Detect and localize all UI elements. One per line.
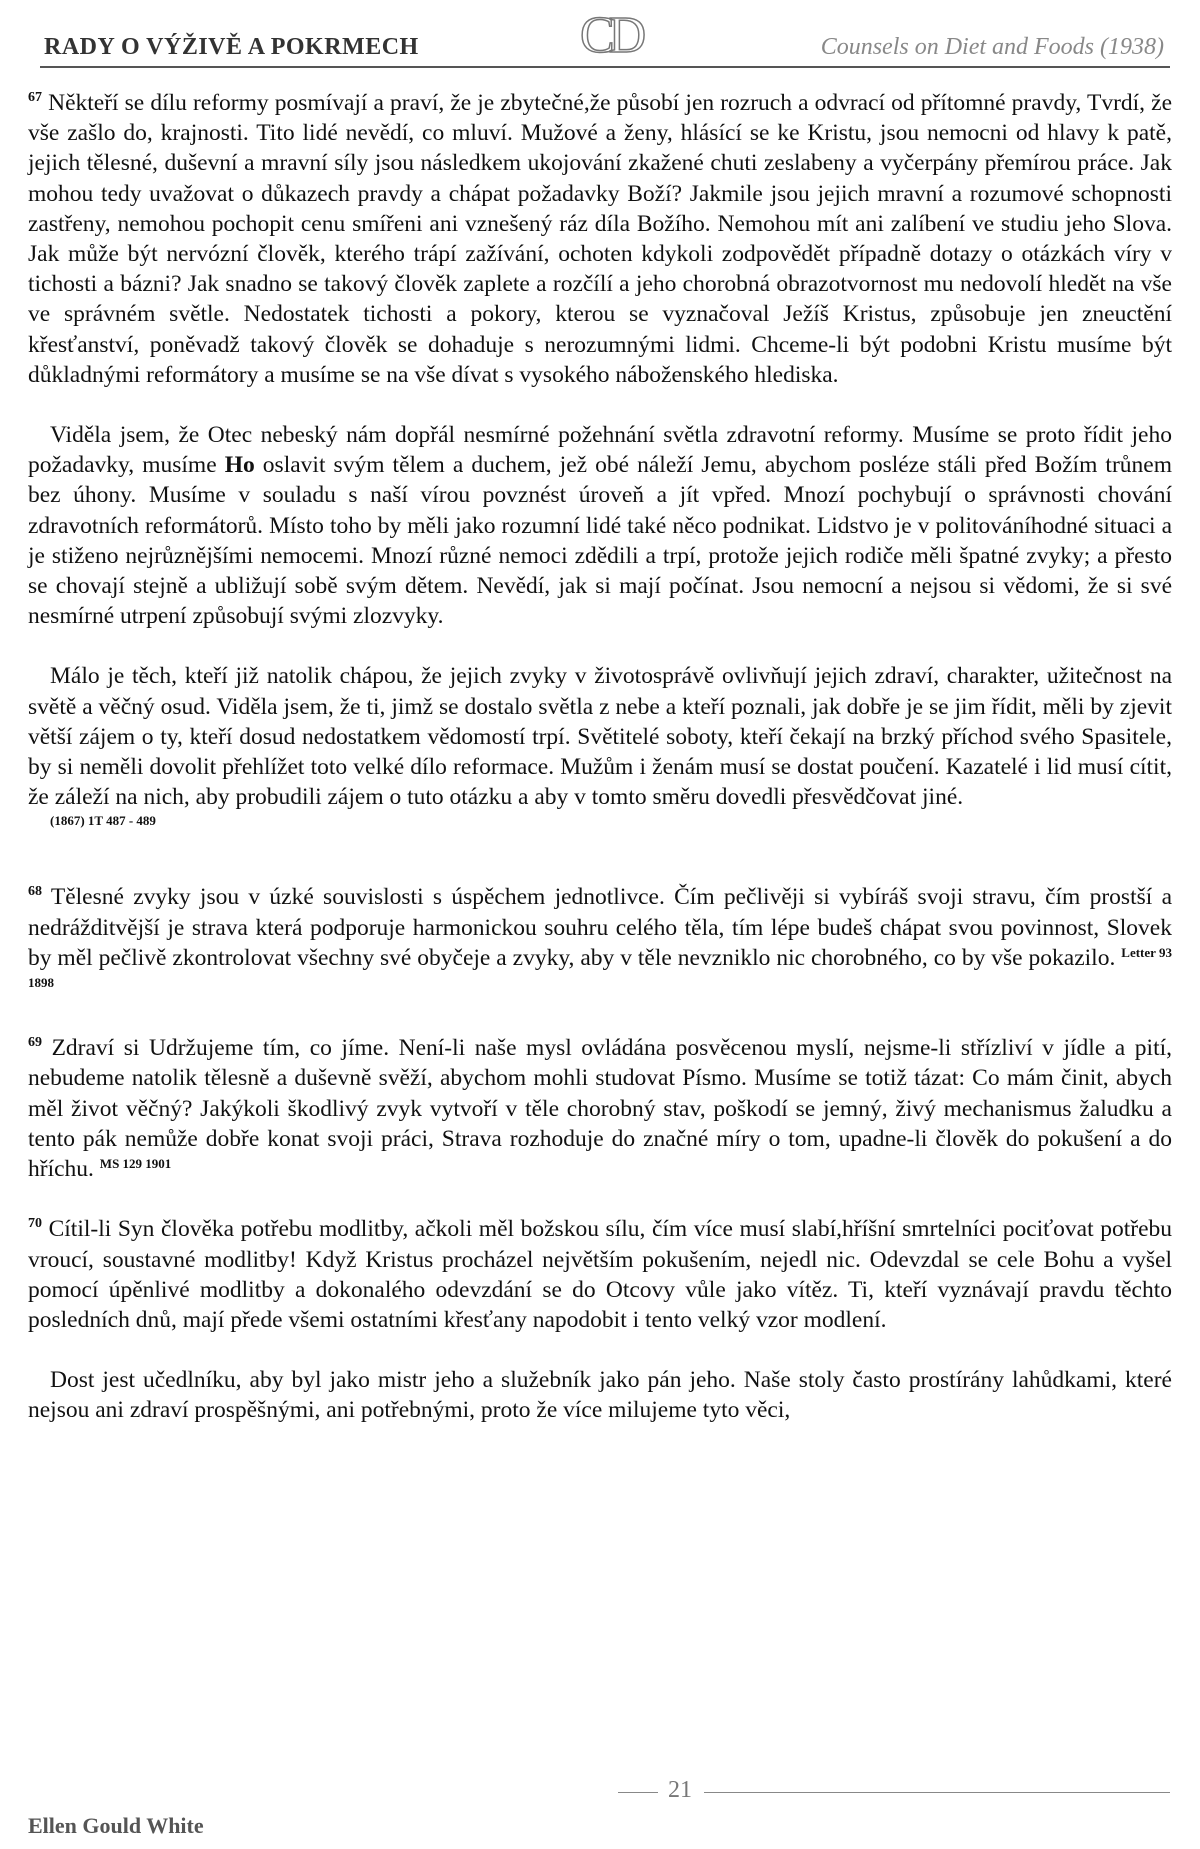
header-czech-title: RADY O VÝŽIVĚ A POKRMECH [44, 34, 419, 60]
page-header [40, 7, 1170, 68]
source-reference: MS 129 1901 [99, 1156, 172, 1172]
paragraph-69 [28, 1033, 1172, 1184]
page-number: 21 [668, 1777, 692, 1803]
paragraph-text: Někteří se dílu reformy posmívají a praví, že je zbytečné,že působí jen rozruch a odvrací od přítomné pravdy, Tvrdí, že vše zašlo do, krajnosti. Tito lidé nevědí, co mluví. Mužové a ženy, hlásící se ke Kristu, jsou nemocni od hlavy k patě, jejich tělesné, duševní a mravní síly jsou následkem ukojování zkažené chuti zeslabeny a vyčerpány přemírou práce. Jak mohou tedy uvažovat o důkazech pravdy a chápat požadavky Boží? Jakmile jsou jejich mravní a rozumové schopnosti zastřeny, nemohou pochopit cenu smířeni ani vznešený ráz díla Božího. Nemohou mít ani zalíbení ve studiu jeho Slova. Jak může být nervózní člověk, kterého trápí zažívání, ochoten kdykoli zodpovědět případně dotazy o otázkách víry v tichosti a bázni? Jak snadno se takový člověk zaplete a rozčílí a jeho chorobná obrazotvornost mu nedovolí hledět na vše ve správném světle. Nedostatek tichosti a pokory, kterou se vyznačoval Ježíš Kristus, způsobuje jen zneuctění křesťanství, poněvadž takový člověk se dohaduje s nerozumnými lidmi. Chceme-li být podobni Kristu musíme být důkladnými reformátory a musíme se na vše dívat s vysokého náboženského hlediska. [28, 90, 1172, 388]
paragraph-70 [28, 1214, 1172, 1335]
source-reference: Letter 93 1898 [28, 944, 1172, 991]
paragraph-text: Dost jest učedlníku, aby byl jako mistr jeho a služebník jako pán jeho. Naše stoly často prostírány lahůdkami, které nejsou ani zdraví prospěšnými, ani potřebnými, proto že více milujeme tyto věci, [28, 1367, 1172, 1424]
paragraph-text: Cítil-li Syn člověka potřebu modlitby, ačkoli měl božskou sílu, čím více musí slabí,hříšní smrtelníci pociťovat potřebu vroucí, soustavné modlitby! Když Kristus procházel největším pokušením, nejedl nic. Odevzdal se cele Bohu a vyšel pomocí úpěnlivé modlitby a dokonalého odevzdání se do Otcovy vůle jako vítěz. Ti, kteří vyznávají pravdu těchto posledních dnů, mají přede všemi ostatními křesťany napodobit i tento velký vzor modlení. [28, 1216, 1173, 1333]
paragraph-67-continued [28, 420, 1172, 631]
paragraph-number: 69 [28, 1035, 42, 1051]
paragraph-67-final [28, 661, 1172, 830]
paragraph-number: 70 [28, 1216, 42, 1232]
paragraph-text: Málo je těch, kteří již natolik chápou, že jejich zvyky v životosprávě ovlivňují jejich zdraví, charakter, užitečnost na světě a věčný osud. Viděla jsem, že ti, jimž se dostalo světla z nebe a kteří poznali, jak dobře je se jim řídit, měli by zjevit větší zájem o ty, kteří dosud nedostatkem vědomostí trpí. Světitelé soboty, kteří čekají na brzký příchod svého Spasitele, by si neměli dovolit přehlížet toto velké dílo reformace. Mužům i ženám musí se dostat poučení. Kazatelé i lid musí cítit, že záleží na nich, aby probudili zájem o tuto otázku a aby v tomto směru dovedli přesvědčovat jiné. [28, 663, 1172, 811]
paragraph-text: Viděla jsem, že Otec nebeský nám dopřál nesmírné požehnání světla zdravotní reformy. Musíme se proto řídit jeho požadavky, musíme [28, 422, 1172, 479]
paragraph-number: 68 [28, 884, 42, 900]
header-cd-logo: CD [580, 7, 641, 64]
footer-author: Ellen Gould White [28, 1813, 204, 1838]
page-body [28, 88, 1172, 1426]
paragraph-text: Tělesné zvyky jsou v úzké souvislosti s úspěchem jednotlivce. Čím pečlivěji si vybíráš svoji stravu, čím prostší a nedrážditvější je strava která podporuje harmonickou souhru celého těla, tím lépe budeš chápat svou povinnost, Slovek by měl pečlivě zkontrolovat všechny své obyčeje a zvyky, aby v těle nevzniklo nic chorobného, co by vše pokazilo. [28, 884, 1172, 971]
page-footer [28, 1775, 1172, 1838]
footer-rule-left [618, 1792, 658, 1793]
footer-rule-right [704, 1792, 1170, 1793]
paragraph-70-continued [28, 1365, 1172, 1425]
paragraph-67 [28, 88, 1172, 390]
paragraph-text: oslavit svým tělem a duchem, jež obé náleží Jemu, abychom posléze stáli před Božím trůnem bez úhony. Musíme v souladu s naší vírou povznést úroveň a jít vpřed. Mnozí pochybují o správnosti chování zdravotních reformátorů. Místo toho by měli jako rozumní lidé také něco podnikat. Lidstvo je v politováníhodné situaci a je stiženo nejrůznějšími nemocemi. Mnozí různé nemoci zdědili a trpí, protože jejich rodiče měli špatné zvyky; a přesto se chovají stejně a ubližují sobě svým dětem. Nevědí, jak si mají počínat. Jsou nemocní a nejsou si vědomi, že si své nesmírné utrpení způsobují svými zlozvyky. [28, 452, 1172, 630]
paragraph-text: Zdraví si Udržujeme tím, co jíme. Není-li naše mysl ovládána posvěcenou myslí, nejsme-li střízliví v jídle a pití, nebudeme natolik tělesně a duševně svěží, abychom mohli studovat Písmo. Musíme se totiž tázat: Co mám činit, abych měl život věčný? Jakýkoli škodlivý zvyk vytvoří v těle chorobný stav, poškodí se jemný, živý mechanismus žaludku a tento pák nemůže dobře konat svoji práci, Strava rozhoduje do značné míry o tom, upadne-li člověk do pokušení a do hříchu. [28, 1035, 1173, 1183]
paragraph-68 [28, 882, 1172, 1003]
emphasis-text: Ho [224, 452, 255, 479]
header-english-title: Counsels on Diet and Foods (1938) [820, 34, 1164, 60]
paragraph-number: 67 [28, 90, 42, 105]
source-reference: (1867) 1T 487 - 489 [50, 813, 156, 829]
